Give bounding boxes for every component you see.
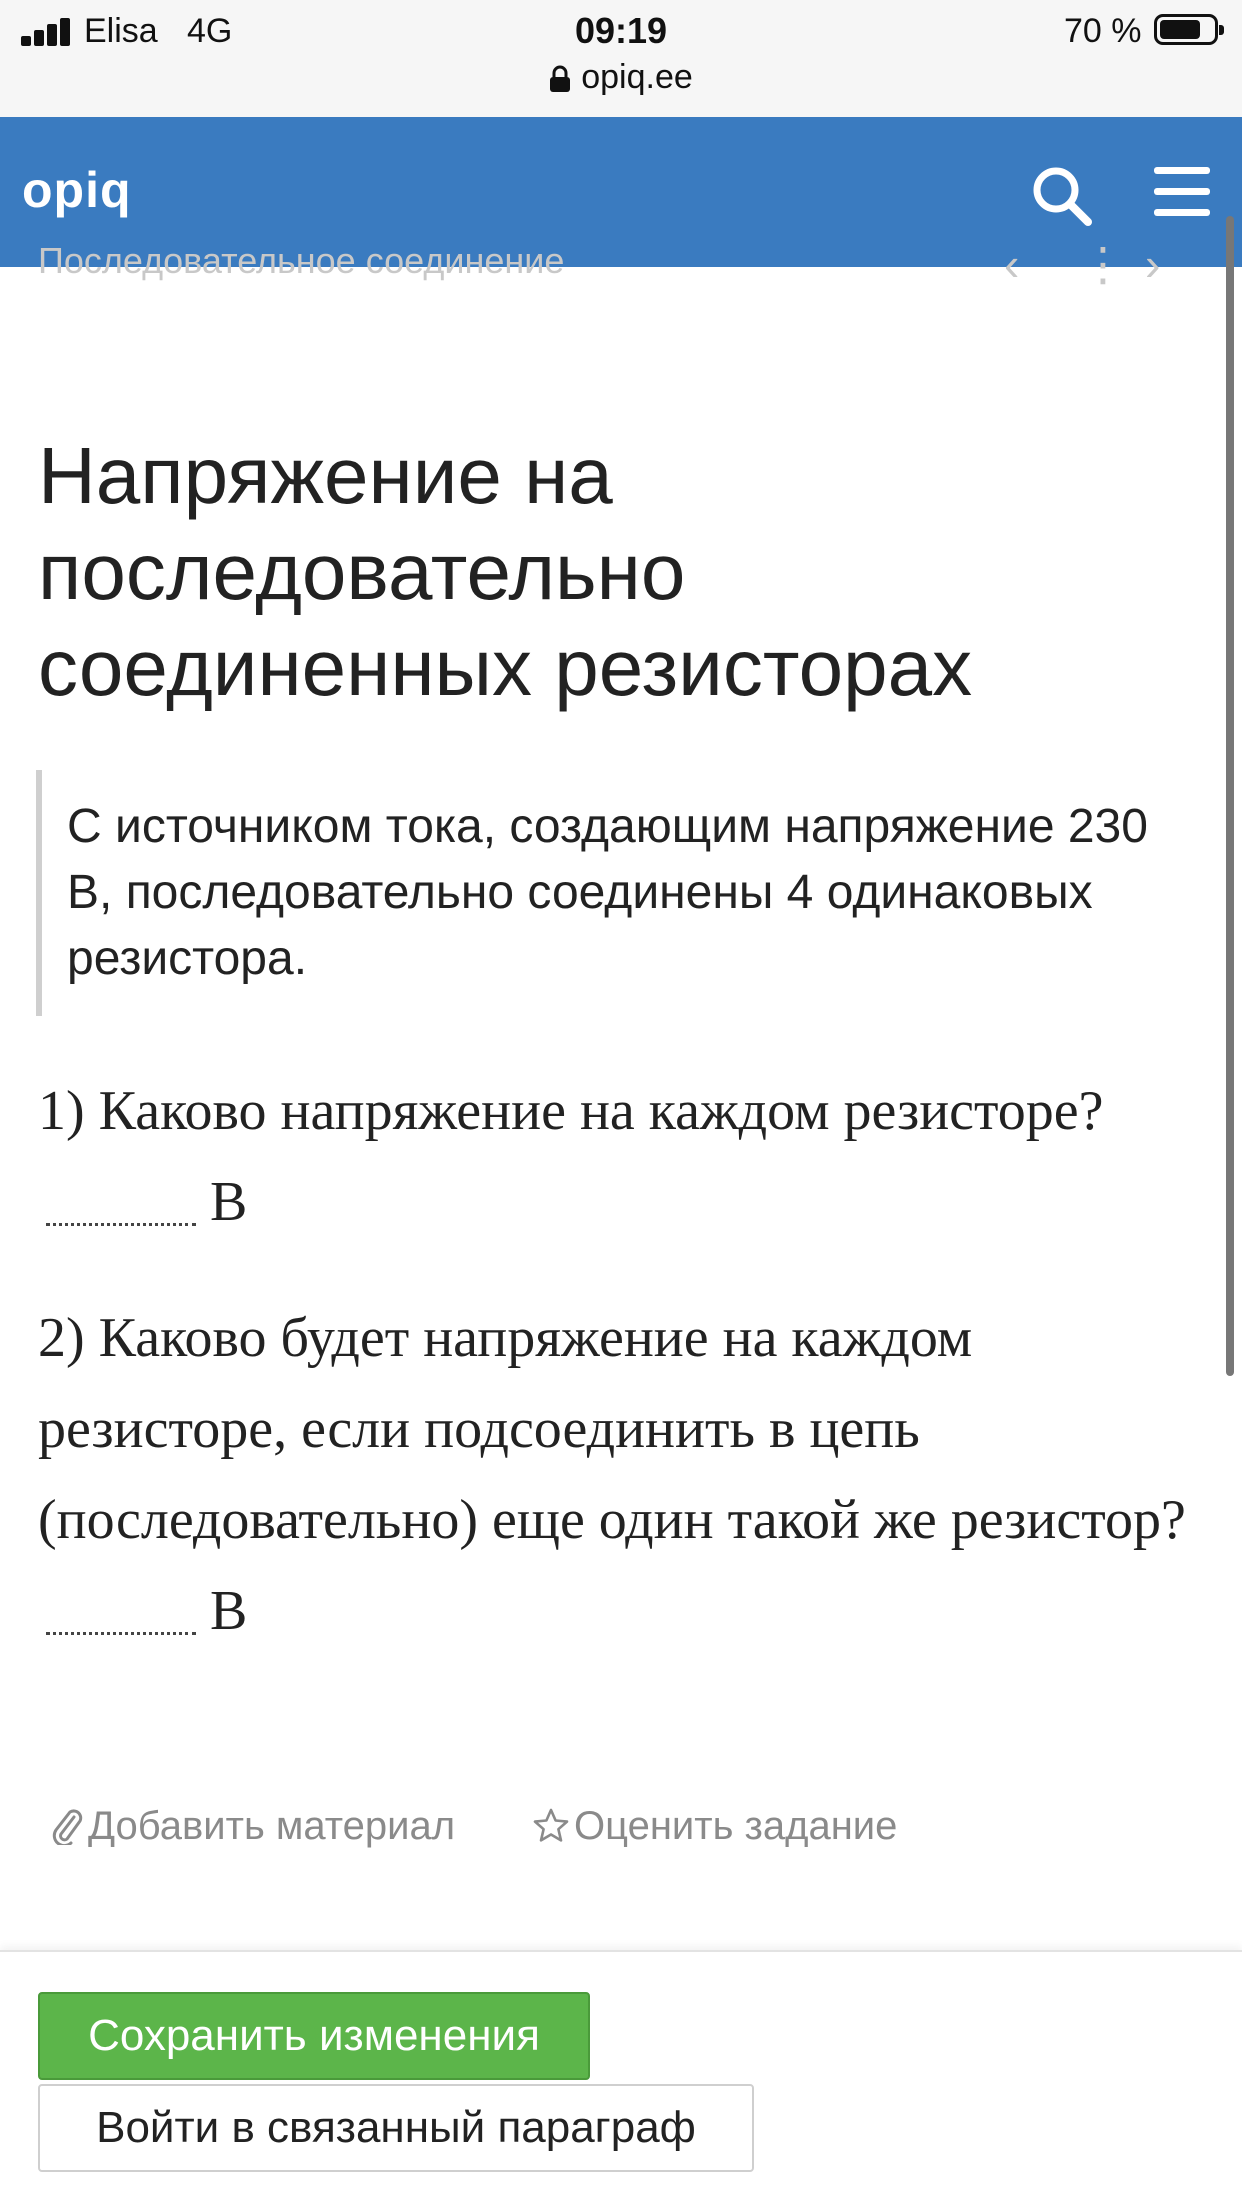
hamburger-menu-icon[interactable]	[1154, 167, 1210, 217]
star-icon	[532, 1807, 570, 1845]
battery-icon	[1154, 14, 1218, 45]
question-1-text: 1) Каково напряжение на каждом резисторе?	[38, 1080, 1104, 1142]
rate-task-button[interactable]	[532, 1804, 897, 1849]
previous-arrow-icon[interactable]: ‹	[1004, 238, 1020, 290]
bottom-action-bar	[0, 1950, 1242, 2208]
more-options-icon[interactable]: ⋮	[1080, 238, 1126, 290]
save-changes-button[interactable]: Сохранить изменения	[38, 1992, 590, 2080]
carrier-name: Elisa	[84, 12, 158, 50]
battery-percent: 70 %	[1064, 12, 1142, 50]
question-2	[38, 1293, 1198, 1657]
page-title: Напряжение на последовательно соединенных резисторах	[38, 431, 973, 712]
status-bar	[0, 0, 1242, 117]
rate-task-label: Оценить задание	[574, 1804, 898, 1848]
lock-icon	[549, 65, 571, 93]
search-button[interactable]	[1030, 164, 1094, 228]
opiq-logo[interactable]: opiq	[22, 162, 132, 218]
answer-2-input[interactable]	[46, 1575, 196, 1635]
answer-1-input[interactable]	[46, 1166, 196, 1226]
linked-paragraph-button[interactable]: Войти в связанный параграф	[38, 2084, 754, 2172]
answer-1-unit: В	[210, 1171, 248, 1233]
network-type: 4G	[187, 12, 233, 50]
add-material-button[interactable]	[50, 1804, 455, 1849]
scrollbar[interactable]	[1226, 216, 1234, 1376]
paperclip-icon	[50, 1807, 84, 1845]
answer-2-unit: В	[210, 1580, 248, 1642]
question-1	[38, 1066, 1198, 1248]
url-text: opiq.ee	[581, 58, 693, 96]
status-time: 09:19	[574, 10, 668, 51]
next-arrow-icon[interactable]: ›	[1145, 238, 1161, 290]
add-material-label: Добавить материал	[88, 1804, 456, 1848]
search-icon	[1030, 164, 1094, 228]
address-bar[interactable]	[0, 58, 1242, 97]
breadcrumb[interactable]: Последовательное соединение	[38, 240, 565, 281]
task-statement: С источником тока, создающим напряжение 230 В, последовательно соединены 4 одинаковых резистора.	[36, 770, 1186, 1016]
question-2-text: 2) Каково будет напряжение на каждом резисторе, если подсоединить в цепь (последовательно) еще один такой же резистор?	[38, 1307, 1186, 1551]
